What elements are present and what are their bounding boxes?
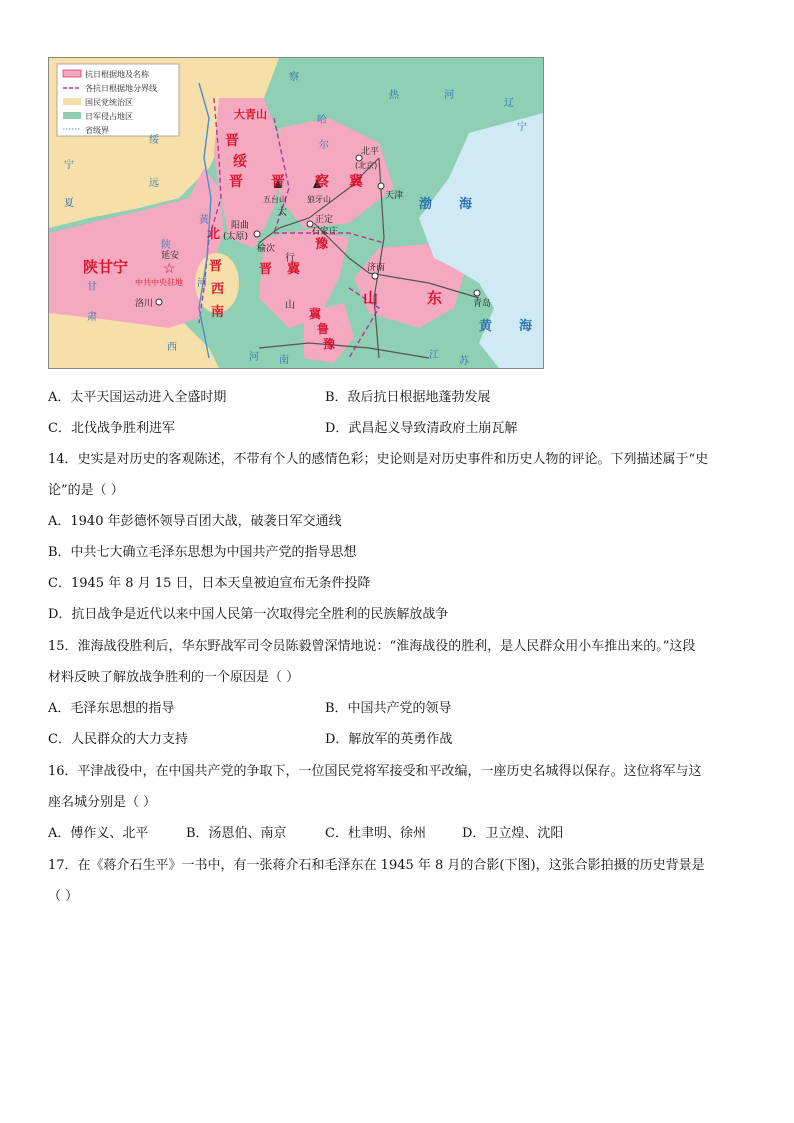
label-prov-xi: 西 — [167, 342, 177, 353]
legend-label-occupied: 日军侵占地区 — [85, 112, 133, 121]
label-jiluyu-3: 豫 — [323, 337, 336, 351]
label-prov-yuan: 远 — [149, 178, 159, 189]
label-tianjin: 天津 — [385, 191, 404, 201]
label-prov-su: 肃 — [87, 312, 97, 323]
map-canvas — [49, 58, 543, 368]
q17-stem-line-1: 17．在《蒋介石生平》一书中，有一张蒋介石和毛泽东在 1945 年 8 月的合影(下图)，这张合影拍摄的历史背景是 — [48, 858, 705, 873]
label-prov-xia: 夏 — [64, 198, 74, 209]
legend-label-base: 抗日根据地及名称 — [85, 70, 149, 79]
legend-label-province: 省级界 — [85, 126, 109, 135]
label-prov-sui: 绥 — [149, 135, 159, 146]
label-prov-re: 热 — [389, 90, 399, 101]
label-shijiazhuang: 石家庄 — [311, 227, 339, 237]
label-prov-he1: 河 — [444, 90, 454, 101]
map-figure — [48, 57, 544, 369]
label-jinchaji-2: 察 — [315, 174, 329, 190]
label-zhengding: 正定 — [315, 215, 334, 225]
label-jinjiyu-2: 冀 — [287, 262, 301, 277]
q15-option-c: C．人民群众的大力支持 — [48, 732, 188, 747]
label-jiluyu-1: 冀 — [309, 307, 322, 321]
q16-stem-line-2: 座名城分别是（ ） — [48, 795, 157, 810]
label-yangqu: 阳曲 — [231, 221, 250, 231]
label-prov-liao: 辽 — [504, 98, 514, 109]
label-shan: 山 — [285, 300, 295, 311]
label-prov-shaan: 陕 — [161, 240, 171, 251]
label-beijing: (北京) — [355, 161, 378, 170]
label-prov-ning1: 宁 — [517, 122, 527, 133]
q16-option-c: C．杜聿明、徐州 — [325, 826, 426, 841]
label-qingdao: 青岛 — [473, 299, 492, 309]
label-jinjiyu-1: 晋 — [259, 262, 273, 277]
label-shandong-2: 东 — [427, 289, 443, 307]
label-prov-huang1: 黄 — [199, 215, 209, 226]
label-jinjiyu-3: 豫 — [315, 237, 329, 252]
label-yuci: 榆次 — [257, 244, 276, 254]
label-wutai: 五台山 — [263, 195, 287, 204]
q16-option-b: B．汤恩伯、南京 — [186, 826, 287, 841]
label-jinxinan-1: 晋 — [209, 259, 223, 274]
label-tai: 太 — [277, 207, 287, 218]
q14-option-b: B．中共七大确立毛泽东思想为中国共产党的指导思想 — [48, 545, 357, 560]
legend-swatch-occupied — [63, 112, 81, 119]
label-hq: 中共中央驻地 — [135, 278, 183, 287]
city-dot-taiyuan — [254, 231, 260, 237]
q13-option-d: D．武昌起义导致清政府土崩瓦解 — [325, 421, 518, 436]
label-shandong-1: 山 — [363, 289, 379, 307]
yanan-star-icon: ☆ — [163, 261, 176, 277]
q13-option-c: C．北伐战争胜利进军 — [48, 421, 175, 436]
legend-label-kmt: 国民党统治区 — [85, 98, 133, 107]
label-jinsui-3: 晋 — [229, 174, 243, 190]
label-jiluyu-2: 鲁 — [317, 322, 330, 336]
label-jinxinan-2: 西 — [211, 282, 225, 297]
label-taiyuan: (太原) — [223, 232, 249, 242]
label-shaanganning: 陕甘宁 — [83, 258, 129, 276]
city-dot-tianjin — [378, 183, 384, 189]
label-prov-he3: 河 — [197, 278, 207, 289]
label-prov-nan: 南 — [279, 355, 289, 366]
city-dot-luochuan — [156, 299, 162, 305]
q15-stem-line-2: 材料反映了解放战争胜利的一个原因是（ ） — [48, 670, 300, 685]
legend-swatch-base — [63, 70, 81, 77]
q15-option-a: A．毛泽东思想的指导 — [48, 701, 175, 716]
label-prov-he2: 河 — [249, 352, 259, 363]
q14-option-c: C．1945 年 8 月 15 日，日本天皇被迫宣布无条件投降 — [48, 576, 371, 591]
city-dot-jinan — [372, 273, 378, 279]
label-jinchaji-1: 晋 — [271, 174, 285, 190]
label-prov-cha: 察 — [289, 72, 299, 83]
q17-stem-line-2: （ ） — [48, 889, 79, 904]
q14-option-a: A．1940 年彭德怀领导百团大战，破袭日军交通线 — [48, 514, 342, 529]
q16-option-d: D．卫立煌、沈阳 — [462, 826, 564, 841]
legend-label-boundary: 各抗日根据地分界线 — [85, 84, 157, 93]
q14-option-d: D．抗日战争是近代以来中国人民第一次取得完全胜利的民族解放战争 — [48, 607, 449, 622]
label-bei: 北 — [207, 227, 221, 242]
label-prov-er: 尔 — [319, 140, 329, 151]
label-huanghai-1: 黄 — [479, 319, 493, 334]
q14-stem-line-2: 论”的是（ ） — [48, 483, 124, 498]
label-langya: 狼牙山 — [307, 195, 331, 204]
q15-stem-line-1: 15．淮海战役胜利后，华东野战军司令员陈毅曾深情地说：“淮海战役的胜利，是人民群众用小车推出来的。”这段 — [48, 639, 696, 654]
label-luochuan: 洛川 — [135, 299, 154, 309]
label-prov-su2: 苏 — [459, 356, 469, 367]
q16-option-a: A．傅作义、北平 — [48, 826, 149, 841]
label-huanghai-2: 海 — [519, 319, 533, 334]
label-bohai-2: 海 — [459, 197, 473, 212]
label-hang: 行 — [285, 253, 295, 264]
q15-option-d: D．解放军的英勇作战 — [325, 732, 453, 747]
label-daqingshan: 大青山 — [234, 108, 267, 121]
label-beiping: 北平 — [361, 147, 380, 157]
label-prov-jiang: 江 — [429, 350, 439, 361]
q15-option-b: B．中国共产党的领导 — [325, 701, 452, 716]
label-jinan: 济南 — [367, 263, 386, 273]
label-jinchaji-3: 冀 — [349, 174, 363, 190]
label-jinsui-2: 绥 — [233, 154, 247, 170]
q14-stem-line-1: 14．史实是对历史的客观陈述，不带有个人的感情色彩；史论则是对历史事件和历史人物的评论。下列描述属于“史 — [48, 452, 709, 467]
label-prov-ha: 哈 — [317, 115, 327, 126]
label-yanan: 延安 — [161, 251, 180, 261]
label-prov-ning2: 宁 — [64, 160, 74, 171]
city-dot-qingdao — [474, 290, 480, 296]
label-bohai-1: 渤 — [419, 197, 433, 212]
q13-option-b: B．敌后抗日根据地蓬勃发展 — [325, 390, 491, 405]
label-jinsui-1: 晋 — [225, 133, 239, 149]
legend-swatch-kmt — [63, 98, 81, 105]
label-jinxinan-3: 南 — [211, 305, 225, 320]
q13-option-a: A．太平天国运动进入全盛时期 — [48, 390, 227, 405]
label-prov-gan: 甘 — [87, 282, 97, 293]
q16-stem-line-1: 16．平津战役中，在中国共产党的争取下，一位国民党将军接受和平改编，一座历史名城得以保存。这位将军与这 — [48, 764, 702, 779]
